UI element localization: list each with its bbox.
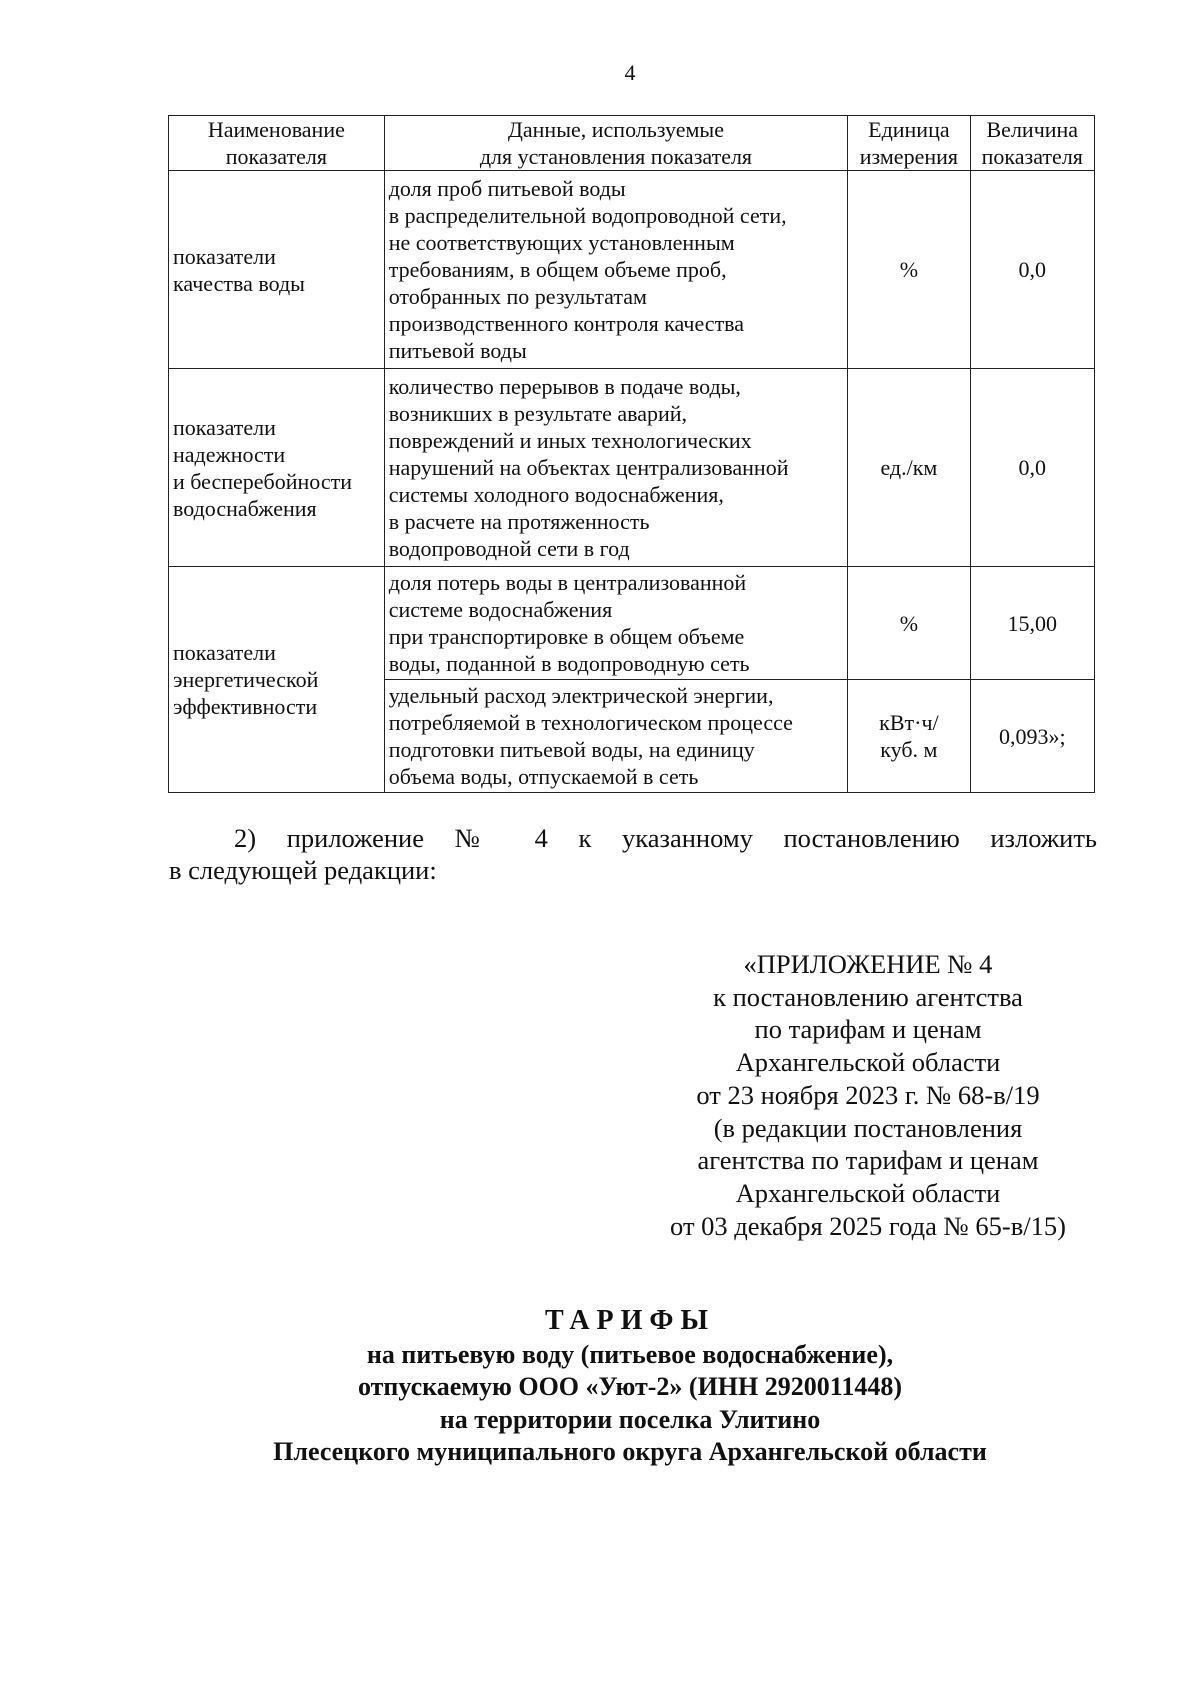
text-line: энергетической xyxy=(173,667,319,692)
header-value xyxy=(970,116,1094,171)
table-header-row xyxy=(169,116,1095,171)
unit-cell xyxy=(848,567,970,680)
indicator-name-cell xyxy=(169,171,385,369)
appendix-heading xyxy=(628,948,1108,1242)
text-line: Величина xyxy=(986,117,1079,142)
text-line: на территории поселка Улитино xyxy=(439,1404,821,1434)
text-line: показатели xyxy=(173,414,276,440)
text-line: на питьевую воду (питьевое водоснабжение), xyxy=(366,1339,894,1369)
text-line: требованиям, в общем объеме проб, xyxy=(388,257,727,282)
text-line: Данные, используемые xyxy=(507,117,724,142)
text-line: нарушений на объектах централизованной xyxy=(388,455,789,480)
text-line: надежности xyxy=(173,441,286,467)
text-line: повреждений и иных технологических xyxy=(388,428,752,453)
indicator-name-cell xyxy=(169,567,385,793)
text-line: отпускаемую ООО «Уют-2» (ИНН 2920011448) xyxy=(358,1372,902,1401)
text-line: количество перерывов в подаче воды, xyxy=(388,374,741,399)
text-line: % xyxy=(899,257,919,282)
unit-cell xyxy=(848,680,970,793)
text-line: питьевой воды xyxy=(388,338,527,363)
header-indicator-name xyxy=(169,116,385,171)
text-line: к постановлению агентства xyxy=(713,981,1023,1012)
text-line: системы холодного водоснабжения, xyxy=(388,482,724,507)
title-main: ТАРИФЫ xyxy=(545,1305,715,1336)
text-line: водопроводной сети в год xyxy=(388,536,630,561)
header-unit xyxy=(848,116,970,171)
text-line: показатели xyxy=(173,243,276,269)
indicator-data-cell xyxy=(384,171,848,369)
value-cell: 0,0 xyxy=(970,369,1094,567)
text-line: «ПРИЛОЖЕНИЕ № 4 xyxy=(743,949,993,979)
text-line: Единица xyxy=(868,117,950,142)
text-line: в распределительной водопроводной сети, xyxy=(388,203,787,228)
header-data xyxy=(384,116,848,171)
text-line: возникших в результате аварий, xyxy=(388,401,688,426)
table-row xyxy=(169,567,1095,680)
text-line: от 03 декабря 2025 года № 65-в/15) xyxy=(670,1210,1066,1241)
unit-cell xyxy=(848,369,970,567)
amendment-paragraph xyxy=(169,822,1097,886)
indicator-data-cell xyxy=(384,567,848,680)
text-line: производственного контроля качества xyxy=(388,311,745,336)
text-line: (в редакции постановления xyxy=(713,1112,1023,1143)
text-line: Плесецкого муниципального округа Архангельской области xyxy=(273,1437,987,1466)
text-line: доля проб питьевой воды xyxy=(388,176,626,201)
text-line: показателя xyxy=(225,144,327,169)
unit-cell xyxy=(848,171,970,369)
text-line: не соответствующих установленным xyxy=(388,230,735,255)
text-line: от 23 ноября 2023 г. № 68-в/19 xyxy=(696,1079,1040,1110)
text-line: ед./км xyxy=(880,455,938,480)
text-line: при транспортировке в общем объеме xyxy=(388,624,745,649)
text-line: потребляемой в технологическом процессе xyxy=(388,710,793,735)
text-line: подготовки питьевой воды, на единицу xyxy=(388,737,755,762)
value-cell: 0,093»; xyxy=(970,680,1094,793)
text-line: Архангельской области xyxy=(735,1047,1001,1078)
table-row xyxy=(169,171,1095,369)
text-line: показатели xyxy=(173,640,276,665)
text-line: кВт·ч/ xyxy=(879,710,939,735)
text-line: объема воды, отпускаемой в сеть xyxy=(388,764,699,789)
text-line: в расчете на протяженность xyxy=(388,509,650,534)
paragraph-first-line: 2) приложение № 4 к указанному постановлению изложить xyxy=(234,823,1097,853)
tariffs-title xyxy=(0,1305,1200,1469)
text-line: измерения xyxy=(859,144,959,169)
text-line: системе водоснабжения xyxy=(388,597,613,622)
text-line: удельный расход электрической энергии, xyxy=(388,683,774,708)
text-line: водоснабжения xyxy=(173,495,317,521)
indicator-name-cell xyxy=(169,369,385,567)
indicators-table xyxy=(168,115,1095,793)
value-cell: 0,0 xyxy=(970,171,1094,369)
text-line: Наименование xyxy=(207,117,345,142)
text-line: агентства по тарифам и ценам xyxy=(697,1145,1039,1176)
text-line: качества воды xyxy=(173,270,305,296)
table-row xyxy=(169,369,1095,567)
text-line: эффективности xyxy=(173,694,318,719)
paragraph-second-line: в следующей редакции: xyxy=(169,855,437,885)
text-line: куб. м xyxy=(880,737,938,762)
text-line: показателя xyxy=(981,144,1083,169)
text-line: по тарифам и ценам xyxy=(754,1014,982,1045)
text-line: воды, поданной в водопроводную сеть xyxy=(388,651,750,676)
text-line: Архангельской области xyxy=(735,1177,1001,1208)
text-line: доля потерь воды в централизованной xyxy=(388,570,747,595)
text-line: для установления показателя xyxy=(479,144,753,169)
text-line: % xyxy=(899,610,919,636)
value-cell: 15,00 xyxy=(970,567,1094,680)
indicator-data-cell xyxy=(384,680,848,793)
text-line: и бесперебойности xyxy=(173,468,352,494)
page-number: 4 xyxy=(624,60,636,85)
text-line: отобранных по результатам xyxy=(388,284,647,309)
indicator-data-cell xyxy=(384,369,848,567)
